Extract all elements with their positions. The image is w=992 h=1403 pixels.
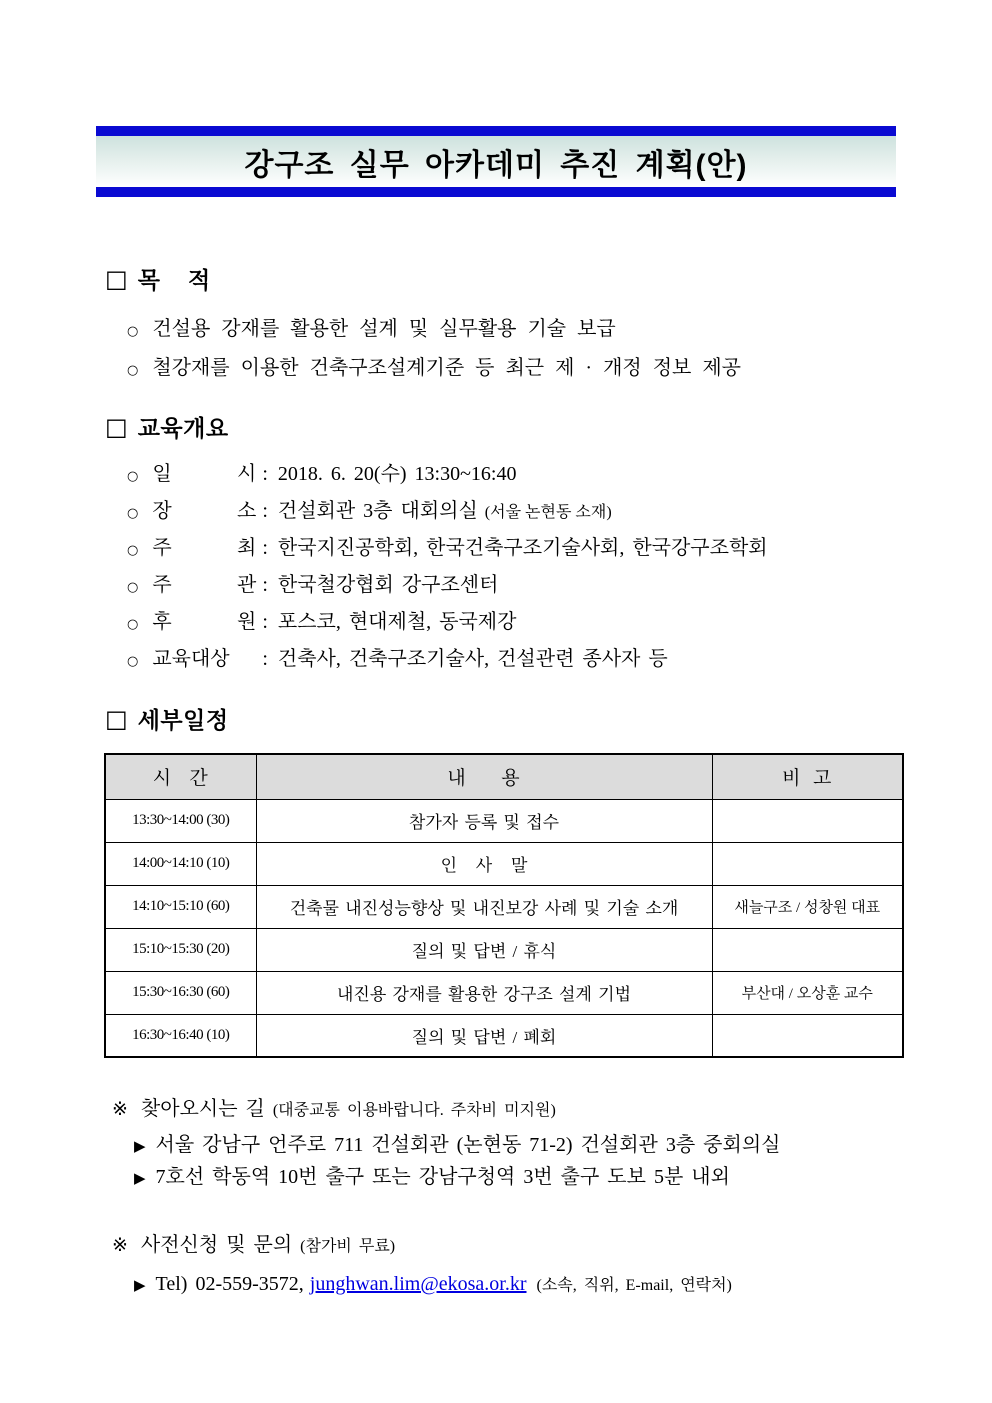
purpose-heading-label: 목 적: [137, 267, 211, 293]
label-separator: :: [262, 648, 268, 670]
directions-title-line: [112, 1092, 780, 1121]
banner-body: [96, 136, 896, 187]
directions-title: 찾아오시는 길: [140, 1098, 265, 1120]
list-item: [127, 568, 775, 605]
overview-item-value: 2018. 6. 20(수) 13:30~16:40: [277, 463, 517, 485]
cell-time: 16:30~16:40 (10): [105, 1014, 256, 1057]
table-row: [105, 971, 903, 1014]
contact-phone: Tel) 02-559-3572,: [155, 1273, 304, 1295]
overview-item-label: 주 최: [152, 537, 257, 559]
cell-time: 14:10~15:10 (60): [105, 885, 256, 928]
reference-mark-icon: ※: [112, 1234, 128, 1256]
page-title: 강구조 실무 아카데미 추진 계획(안): [244, 148, 748, 182]
contact-required-fields-note: (소속, 직위, E-mail, 연락처): [536, 1277, 732, 1294]
table-row: [105, 1014, 903, 1057]
directions-title-note: (대중교통 이용바랍니다. 주차비 미지원): [272, 1102, 556, 1119]
directions-item-text: 7호선 학동역 10번 출구 또는 강남구청역 3번 출구 도보 5분 내외: [155, 1166, 730, 1188]
label-separator: :: [262, 611, 268, 633]
label-separator: :: [262, 463, 268, 485]
cell-content: 내진용 강재를 활용한 강구조 설계 기법: [256, 971, 712, 1014]
list-item: [127, 605, 775, 642]
cell-note: [712, 1014, 903, 1057]
list-item: [127, 311, 741, 350]
cell-time: 13:30~14:00 (30): [105, 799, 256, 842]
square-bullet-icon: □: [105, 412, 128, 441]
cell-time: 14:00~14:10 (10): [105, 842, 256, 885]
cell-content: 참가자 등록 및 접수: [256, 799, 712, 842]
directions-item-text: 서울 강남구 언주로 711 건설회관 (논현동 71-2) 건설회관 3층 중회의실: [155, 1134, 781, 1156]
square-bullet-icon: □: [105, 264, 128, 293]
overview-item-value: 포스코, 현대제철, 동국제강: [277, 611, 517, 633]
list-item: [134, 1269, 732, 1301]
arrow-bullet-icon: ▶: [134, 1169, 146, 1187]
cell-note: [712, 928, 903, 971]
arrow-bullet-icon: ▶: [134, 1276, 146, 1294]
column-header-note: 비 고: [712, 754, 903, 799]
directions-list: [134, 1130, 780, 1194]
label-separator: :: [262, 537, 268, 559]
purpose-bullet-text: 건설용 강재를 활용한 설계 및 실무활용 기술 보급: [152, 318, 616, 340]
section-overview: [105, 410, 775, 679]
table-row: [105, 885, 903, 928]
overview-item-label: 교육대상: [152, 648, 230, 670]
overview-item-label: 후 원: [152, 611, 257, 633]
contact-title: 사전신청 및 문의: [140, 1234, 293, 1256]
reference-mark-icon: ※: [112, 1098, 128, 1120]
table-header-row: [105, 754, 903, 799]
schedule-table: [104, 753, 904, 1058]
overview-heading: [105, 410, 775, 443]
banner-bottom-bar: [96, 187, 896, 197]
list-item: [127, 494, 775, 531]
cell-content: 인 사 말: [256, 842, 712, 885]
purpose-heading: [105, 262, 741, 295]
circle-bullet-icon: ○: [127, 506, 139, 521]
cell-note: 새늘구조 / 성창원 대표: [712, 885, 903, 928]
overview-item-value: 건축사, 건축구조기술사, 건설관련 종사자 등: [277, 648, 668, 670]
cell-content: 질의 및 답변 / 휴식: [256, 928, 712, 971]
overview-item-note: (서울 논현동 소재): [484, 504, 612, 521]
table-row: [105, 842, 903, 885]
cell-time: 15:30~16:30 (60): [105, 971, 256, 1014]
square-bullet-icon: □: [105, 704, 128, 733]
circle-bullet-icon: ○: [127, 617, 139, 632]
cell-note: [712, 842, 903, 885]
list-item: [127, 531, 775, 568]
overview-item-value: 한국지진공학회, 한국건축구조기술사회, 한국강구조학회: [277, 537, 768, 559]
column-header-content: 내 용: [256, 754, 712, 799]
list-item: [134, 1162, 780, 1194]
overview-item-label: 장 소: [152, 500, 257, 522]
circle-bullet-icon: ○: [127, 580, 139, 595]
label-separator: :: [262, 574, 268, 596]
cell-note: [712, 799, 903, 842]
circle-bullet-icon: ○: [127, 543, 139, 558]
overview-heading-label: 교육개요: [137, 415, 229, 441]
table-row: [105, 799, 903, 842]
schedule-heading-label: 세부일정: [137, 707, 229, 733]
list-item: [127, 350, 741, 389]
banner-top-bar: [96, 126, 896, 136]
list-item: [127, 457, 775, 494]
column-header-time: 시 간: [105, 754, 256, 799]
cell-content: 건축물 내진성능향상 및 내진보강 사례 및 기술 소개: [256, 885, 712, 928]
section-directions: [112, 1092, 780, 1194]
overview-item-value: 건설회관 3층 대회의실: [277, 500, 478, 522]
arrow-bullet-icon: ▶: [134, 1137, 146, 1155]
purpose-bullet-text: 철강재를 이용한 건축구조설계기준 등 최근 제 · 개정 정보 제공: [152, 357, 742, 379]
section-contact: [112, 1228, 732, 1301]
label-separator: :: [262, 500, 268, 522]
contact-email-link[interactable]: junghwan.lim@ekosa.or.kr: [309, 1273, 527, 1295]
section-schedule: [105, 702, 229, 735]
list-item: [127, 642, 775, 679]
contact-title-line: [112, 1228, 732, 1257]
cell-content: 질의 및 답변 / 폐회: [256, 1014, 712, 1057]
circle-bullet-icon: ○: [127, 363, 139, 378]
purpose-bullet-list: [127, 311, 741, 389]
circle-bullet-icon: ○: [127, 469, 139, 484]
cell-time: 15:10~15:30 (20): [105, 928, 256, 971]
overview-item-value: 한국철강협회 강구조센터: [277, 574, 499, 596]
contact-detail: [134, 1269, 732, 1301]
overview-list: [127, 457, 775, 679]
overview-item-label: 일 시: [152, 463, 257, 485]
schedule-heading: [105, 702, 229, 735]
overview-item-label: 주 관: [152, 574, 257, 596]
title-banner: [96, 126, 896, 197]
list-item: [134, 1130, 780, 1162]
circle-bullet-icon: ○: [127, 324, 139, 339]
contact-title-note: (참가비 무료): [300, 1238, 396, 1255]
circle-bullet-icon: ○: [127, 654, 139, 669]
cell-note: 부산대 / 오상훈 교수: [712, 971, 903, 1014]
section-purpose: [105, 262, 741, 389]
table-row: [105, 928, 903, 971]
